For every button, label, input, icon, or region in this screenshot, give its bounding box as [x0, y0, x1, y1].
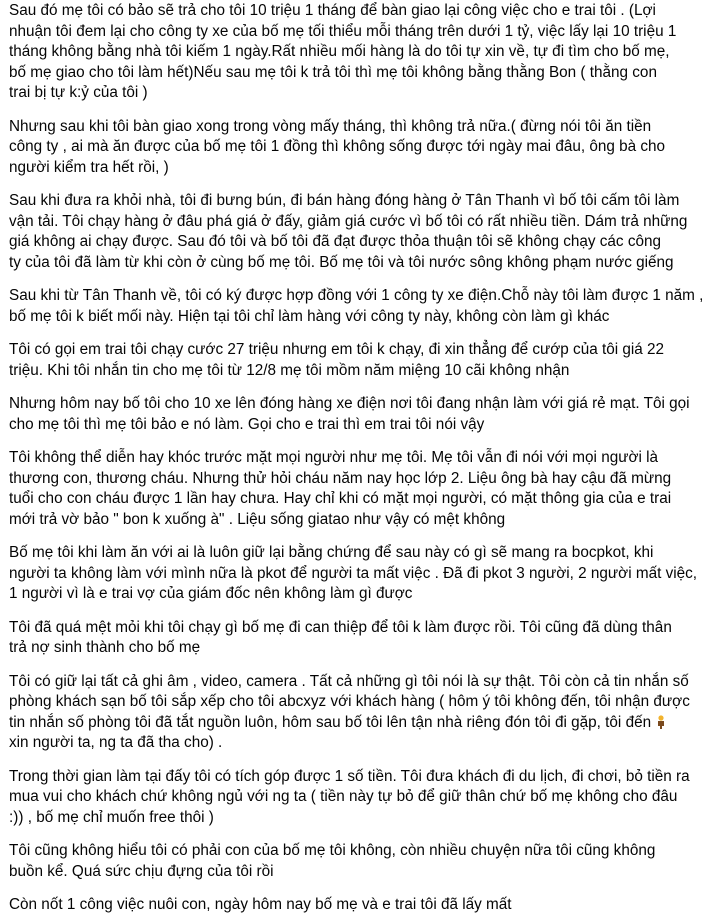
post-text-line: phòng khách sạn bố tôi sắp xếp cho tôi abcxyz với khách hàng ( hôm ý tôi không đến, tôi nhận được — [9, 693, 690, 710]
post-text-line: nhuận tôi đem lại cho công ty xe của bố mẹ tối thiểu mỗi tháng trên dưới 1 tỷ, việc lấy lại 10 triệu 1 — [9, 22, 677, 40]
post-text-line: Sau khi đưa ra khỏi nhà, tôi đi bưng bún, đi bán hàng đóng hàng ở Tân Thanh vì bố tôi cấm tôi làm — [9, 192, 680, 209]
post-text-line: :)) , bố mẹ chỉ muốn free thôi ) — [9, 808, 214, 826]
post-paragraph — [9, 191, 688, 273]
post-text-line: Trong thời gian làm tại đấy tôi có tích góp được 1 số tiền. Tôi đưa khách đi du lịch, đi chơi, bỏ tiền ra — [9, 767, 690, 785]
post-text-line: Còn nốt 1 công việc nuôi con, ngày hôm nay bố mẹ và e trai tôi đã lấy mất — [9, 896, 512, 913]
post-text-line: bố mẹ tôi k biết mối này. Hiện tại tôi chỉ làm hàng với công ty này, không còn làm gì khác — [9, 307, 610, 325]
post-text-line: Bố mẹ tôi khi làm ăn với ai là luôn giữ lại bằng chứng để sau này có gì sẽ mang ra bocpkot, khi — [9, 544, 654, 561]
post-text-line: Tôi cũng không hiểu tôi có phải con của bố mẹ tôi không, còn nhiều chuyện nữa tôi cũng không — [9, 842, 656, 859]
post-text-line: trả nợ sinh thành cho bố mẹ — [9, 639, 201, 656]
post-paragraph — [9, 672, 690, 754]
post-text-line: triệu. Khi tôi nhắn tin cho mẹ tôi từ 12/8 mẹ tôi mồm năm miệng 10 cãi không nhận — [9, 361, 570, 379]
post-paragraph — [9, 895, 681, 916]
post-paragraph — [9, 448, 681, 530]
post-text-line: Tôi có gọi em trai tôi chạy cước 27 triệu nhưng em tôi k chạy, đi xin thẳng để cướp của tôi giá 22 — [9, 341, 665, 358]
post-text-line: trai bị tự k:ỷ của tôi ) — [9, 84, 148, 101]
post-paragraph — [9, 394, 690, 435]
post-text-line: tuổi cho con cháu được 1 lần hay chưa. Hay chỉ khi có mặt mọi người, có mặt thông gia của e trai — [9, 490, 672, 507]
post-text-line: mới trả vờ bảo " bon k xuống à" . Liệu sống giatao như vậy có mệt không — [9, 510, 506, 528]
post-paragraph — [9, 767, 690, 829]
post-text-line: buồn kể. Quá sức chịu đựng của tôi rồi — [9, 862, 274, 880]
post-text-line: tin nhắn số phòng tôi đã tắt nguồn luôn, hôm sau bố tôi lên tận nhà riêng đón tôi đi gặp, tôi đến — [9, 713, 652, 731]
post-text-line: người kiểm tra hết rồi, ) — [9, 158, 169, 176]
post-paragraph — [9, 117, 681, 179]
post-text-line: giá không ai chạy được. Sau đó tôi và bố tôi đã đạt được thỏa thuận tôi sẽ không chạy các công — [9, 233, 661, 250]
post-text-line: tháng không bằng nhà tôi kiếm 1 ngày.Rất nhiều mối hàng là do tôi tự xin về, tự đi tìm cho bố mẹ, — [9, 43, 670, 60]
post-paragraph — [9, 543, 698, 605]
post-text-line: Nhưng sau khi tôi bàn giao xong trong vòng mấy tháng, thì không trả nữa.( đừng nói tôi ăn tiền — [9, 117, 652, 135]
post-paragraph — [9, 340, 681, 381]
post-paragraph — [9, 1, 681, 104]
post-text-line: ty của tôi đã làm từ khi còn ở cùng bố mẹ tôi. Bố mẹ tôi và tôi nước sông không phạm nước giếng — [9, 253, 674, 271]
post-text-line: Sau đó mẹ tôi có bảo sẽ trả cho tôi 10 triệu 1 tháng để bàn giao lại công việc cho e trai tôi . (Lợi — [9, 2, 656, 19]
post-text-line: Sau khi từ Tân Thanh về, tôi có ký được hợp đồng với 1 công ty xe điện.Chỗ này tôi làm được 1 năm , — [9, 287, 703, 304]
post-paragraph — [9, 841, 681, 882]
person-kneeling-emoji-icon — [655, 715, 667, 729]
post-text-line: cho mẹ tôi thì mẹ tôi bảo e nó làm. Gọi cho e trai thì em trai tôi nói vậy — [9, 415, 485, 433]
post-text-line: công ty , ai mà ăn được của bố mẹ tôi 1 đồng thì không sống được tới ngày mai đâu, ông bà cho — [9, 138, 666, 155]
post-text-line: Tôi không thể diễn hay khóc trước mặt mọi người như mẹ tôi. Mẹ tôi vẫn đi nói với mọi người là — [9, 449, 659, 466]
post-paragraph — [9, 286, 703, 327]
post-text-line: Nhưng hôm nay bố tôi cho 10 xe lên đóng hàng xe điện nơi tôi đang nhận làm với giá rẻ mạt. Tôi gọi — [9, 395, 690, 412]
post-paragraph — [9, 618, 681, 659]
post-text-line: thương con, thương cháu. Nhưng thử hỏi cháu năm nay học lớp 2. Liệu ông bà hay cậu đã mừng — [9, 469, 672, 487]
post-paragraphs — [9, 1, 703, 916]
post-text-line: bố mẹ giao cho tôi làm hết)Nếu sau mẹ tôi k trả tôi thì mẹ tôi không bằng thằng Bon ( thằng con — [9, 63, 657, 81]
post-text-line: vận tải. Tôi chạy hàng ở đâu phá giá ở đấy, giảm giá cước vì bố tôi có rất nhiều tiền. Dám trả những — [9, 212, 688, 230]
post-text-line: xin người ta, ng ta đã tha cho) . — [9, 734, 223, 751]
post-text-line: người ta không làm với mình nữa là pkot để người ta mất việc . Đã đi pkot 3 người, 2 người mất việc, — [9, 564, 698, 582]
post-text-line: 1 người vì là e trai vợ của giám đốc nên không làm gì được — [9, 585, 413, 602]
post-text-line: Tôi đã quá mệt mỏi khi tôi chạy gì bố mẹ đi can thiệp để tôi k làm được rồi. Tôi cũng đã dùng thân — [9, 618, 672, 636]
post-text-line: mua vui cho khách chứ không ngủ với ng ta ( tiền này tự bỏ để giữ thân chứ bố mẹ không cho đâu — [9, 788, 678, 805]
post-text-line: Tôi có giữ lại tất cả ghi âm , video, camera . Tất cả những gì tôi nói là sự thật. Tôi còn cả tin nhắn số — [9, 672, 689, 690]
